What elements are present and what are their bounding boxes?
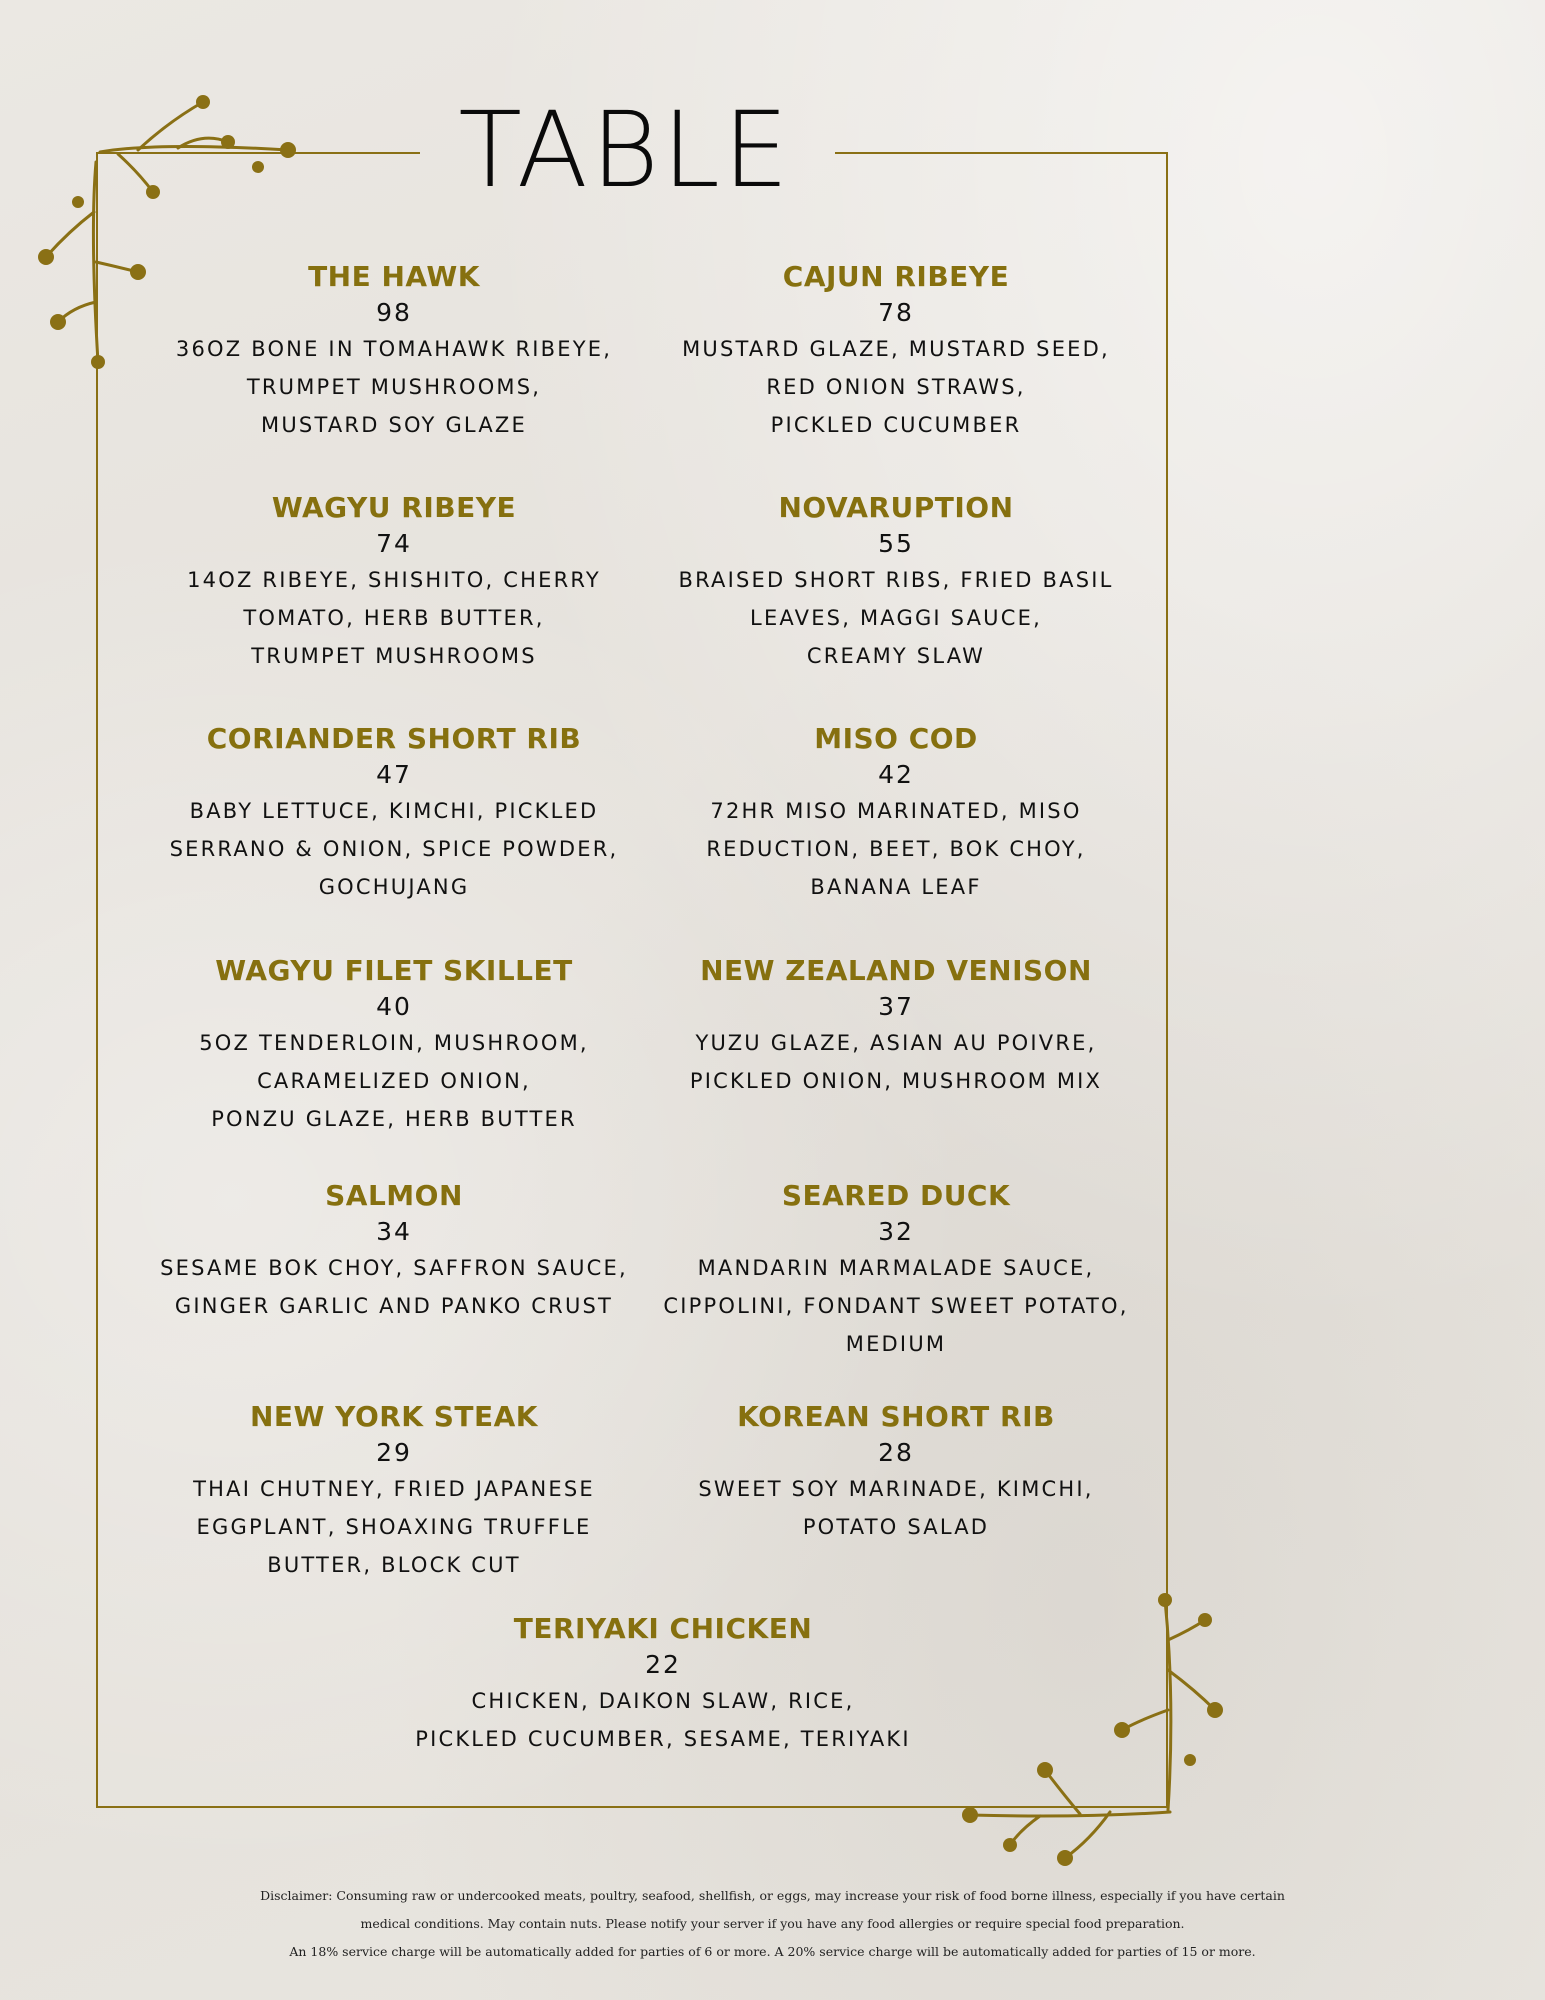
desc-line: CREAMY SLAW [806, 644, 986, 668]
desc-line: GOCHUJANG [318, 875, 470, 899]
item-name: MISO COD [814, 722, 978, 755]
menu-item-wagyu-ribeye [134, 489, 654, 675]
item-description [134, 1470, 654, 1584]
item-description [636, 1470, 1156, 1546]
item-price: 98 [376, 298, 412, 327]
item-description [134, 1249, 654, 1325]
menu-item-cajun-ribeye [636, 258, 1156, 444]
item-description [134, 561, 654, 675]
frame-top-right [835, 152, 1167, 154]
desc-line: GINGER GARLIC AND PANKO CRUST [174, 1294, 614, 1318]
desc-line: EGGPLANT, SHOAXING TRUFFLE [196, 1515, 592, 1539]
desc-line: TRUMPET MUSHROOMS [251, 644, 537, 668]
item-price: 47 [376, 760, 412, 789]
disclaimer-line: medical conditions. May contain nuts. Please notify your server if you have any food allergies or require special food preparation. [360, 1916, 1185, 1931]
item-name: SEARED DUCK [781, 1179, 1011, 1212]
item-description [134, 330, 654, 444]
item-name: WAGYU RIBEYE [271, 491, 517, 524]
item-description [636, 792, 1156, 906]
item-description [636, 330, 1156, 444]
item-description [134, 1024, 654, 1138]
desc-line: BUTTER, BLOCK CUT [267, 1553, 521, 1577]
desc-line: SERRANO & ONION, SPICE POWDER, [169, 837, 619, 861]
item-description [636, 1249, 1156, 1363]
desc-line: TRUMPET MUSHROOMS, [246, 375, 542, 399]
frame-left [96, 152, 98, 1808]
desc-line: MUSTARD SOY GLAZE [261, 413, 527, 437]
item-name: THE HAWK [308, 260, 480, 293]
disclaimer-line: Disclaimer: Consuming raw or undercooked meats, poultry, seafood, shellfish, or eggs, may increase your risk of food borne illness, especially if you have certain [260, 1888, 1285, 1903]
menu-item-teriyaki-chicken [343, 1610, 983, 1758]
menu-item-salmon [134, 1177, 654, 1325]
item-description [343, 1682, 983, 1758]
menu-item-seared-duck [636, 1177, 1156, 1363]
item-price: 29 [376, 1438, 412, 1467]
item-name: NEW YORK STEAK [249, 1400, 539, 1433]
menu-item-wagyu-filet-skillet [134, 952, 654, 1138]
menu-item-new-zealand-venison [636, 952, 1156, 1100]
desc-line: MEDIUM [845, 1332, 947, 1356]
desc-line: 36OZ BONE IN TOMAHAWK RIBEYE, [175, 337, 613, 361]
desc-line: THAI CHUTNEY, FRIED JAPANESE [193, 1477, 595, 1501]
item-name: NEW ZEALAND VENISON [700, 954, 1092, 987]
desc-line: TOMATO, HERB BUTTER, [243, 606, 545, 630]
menu-item-miso-cod [636, 720, 1156, 906]
desc-line: REDUCTION, BEET, BOK CHOY, [706, 837, 1086, 861]
desc-line: 14OZ RIBEYE, SHISHITO, CHERRY [187, 568, 601, 592]
desc-line: POTATO SALAD [802, 1515, 990, 1539]
desc-line: CHICKEN, DAIKON SLAW, RICE, [471, 1689, 855, 1713]
desc-line: BRAISED SHORT RIBS, FRIED BASIL [678, 568, 1114, 592]
item-name: KOREAN SHORT RIB [737, 1400, 1055, 1433]
menu-item-the-hawk [134, 258, 654, 444]
item-price: 32 [878, 1217, 914, 1246]
desc-line: BANANA LEAF [810, 875, 982, 899]
desc-line: CARAMELIZED ONION, [257, 1069, 531, 1093]
desc-line: MANDARIN MARMALADE SAUCE, [697, 1256, 1095, 1280]
menu-item-coriander-short-rib [134, 720, 654, 906]
item-price: 37 [878, 992, 914, 1021]
menu-item-novaruption [636, 489, 1156, 675]
disclaimer [80, 1882, 1465, 1966]
desc-line: SESAME BOK CHOY, SAFFRON SAUCE, [160, 1256, 628, 1280]
item-price: 78 [878, 298, 914, 327]
item-price: 22 [645, 1650, 681, 1679]
item-name: NOVARUPTION [778, 491, 1014, 524]
menu-item-korean-short-rib [636, 1398, 1156, 1546]
desc-line: MUSTARD GLAZE, MUSTARD SEED, [682, 337, 1110, 361]
floral-sprig-bottom-right-icon [960, 1590, 1240, 1870]
desc-line: PICKLED ONION, MUSHROOM MIX [689, 1069, 1103, 1093]
desc-line: PICKLED CUCUMBER [770, 413, 1022, 437]
item-name: SALMON [325, 1179, 463, 1212]
desc-line: PICKLED CUCUMBER, SESAME, TERIYAKI [415, 1727, 911, 1751]
item-name: TERIYAKI CHICKEN [513, 1612, 813, 1645]
desc-line: 72HR MISO MARINATED, MISO [710, 799, 1082, 823]
menu-item-new-york-steak [134, 1398, 654, 1584]
item-description [636, 561, 1156, 675]
desc-line: BABY LETTUCE, KIMCHI, PICKLED [189, 799, 599, 823]
desc-line: 5OZ TENDERLOIN, MUSHROOM, [199, 1031, 589, 1055]
frame-right [1166, 152, 1168, 1808]
desc-line: SWEET SOY MARINADE, KIMCHI, [698, 1477, 1094, 1501]
item-name: CAJUN RIBEYE [782, 260, 1010, 293]
desc-line: RED ONION STRAWS, [766, 375, 1026, 399]
item-price: 40 [376, 992, 412, 1021]
item-price: 28 [878, 1438, 914, 1467]
item-description [636, 1024, 1156, 1100]
item-price: 42 [878, 760, 914, 789]
desc-line: LEAVES, MAGGI SAUCE, [750, 606, 1042, 630]
menu-title: TABLE [458, 89, 792, 211]
desc-line: PONZU GLAZE, HERB BUTTER [211, 1107, 577, 1131]
item-name: WAGYU FILET SKILLET [215, 954, 573, 987]
item-price: 34 [376, 1217, 412, 1246]
desc-line: CIPPOLINI, FONDANT SWEET POTATO, [663, 1294, 1129, 1318]
disclaimer-line: An 18% service charge will be automatically added for parties of 6 or more. A 20% service charge will be automatically added for parties of 15 or more. [289, 1944, 1256, 1959]
item-name: CORIANDER SHORT RIB [206, 722, 582, 755]
desc-line: YUZU GLAZE, ASIAN AU POIVRE, [695, 1031, 1097, 1055]
item-price: 74 [376, 529, 412, 558]
item-description [134, 792, 654, 906]
item-price: 55 [878, 529, 914, 558]
